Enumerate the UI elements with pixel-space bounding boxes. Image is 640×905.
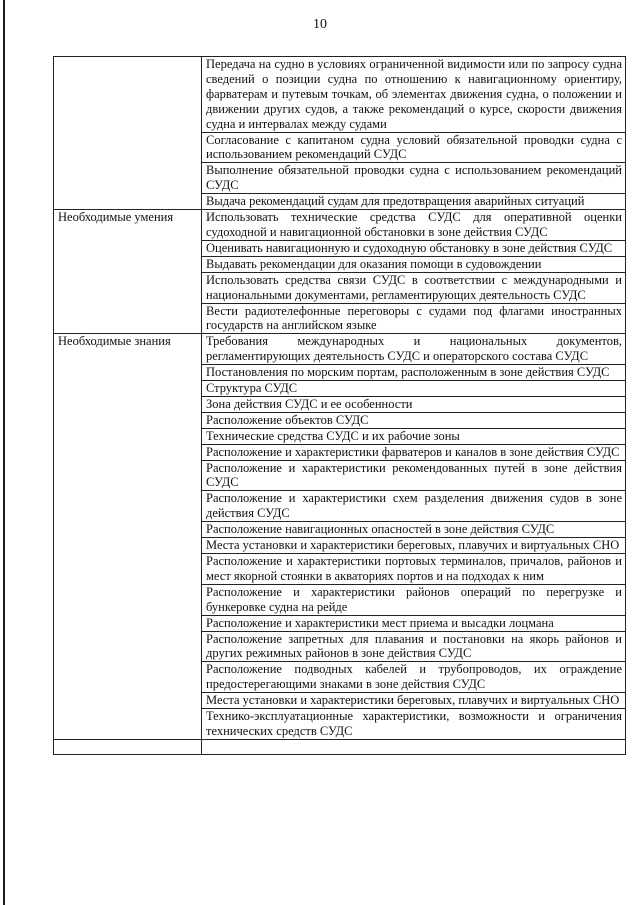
item-cell: Расположение и характеристики схем разделения движения судов в зоне действия СУДС — [202, 491, 626, 522]
item-cell: Требования международных и национальных документов, регламентирующих деятельность СУДС и операторского состава СУДС — [202, 334, 626, 365]
item-cell: Расположение и характеристики портовых терминалов, причалов, районов и мест якорной стоянки в акваториях портов и на подходах к ним — [202, 554, 626, 585]
item-cell: Структура СУДС — [202, 381, 626, 397]
item-cell: Передача на судно в условиях ограниченной видимости или по запросу судна сведений о позиции судна по отношению к навигационному ориентиру, фарватерам и путевым точкам, об элементах движения судна, о положении и движении других судов, а также рекомендаций о курсе, скорости движения судна и интервалах между судами — [202, 57, 626, 133]
table-row — [54, 57, 626, 133]
item-cell: Места установки и характеристики береговых, плавучих и виртуальных СНО — [202, 538, 626, 554]
item-cell: Расположение запретных для плавания и постановки на якорь районов и других режимных районов в зоне действия СУДС — [202, 631, 626, 662]
table-row — [54, 210, 626, 241]
item-cell: Расположение и характеристики фарватеров и каналов в зоне действия СУДС — [202, 444, 626, 460]
item-cell: Выдача рекомендаций судам для предотвращения аварийных ситуаций — [202, 194, 626, 210]
page-left-edge — [3, 0, 5, 905]
table-row — [54, 334, 626, 365]
item-cell: Расположение объектов СУДС — [202, 412, 626, 428]
item-cell: Технико-эксплуатационные характеристики, возможности и ограничения технических средств СУДС — [202, 709, 626, 740]
category-cell-required-knowledge: Необходимые знания — [54, 334, 202, 740]
page-number: 10 — [313, 17, 327, 32]
spacer-cell — [54, 739, 202, 754]
item-cell: Расположение подводных кабелей и трубопроводов, их ограждение предостерегающими знаками в зоне действия СУДС — [202, 662, 626, 693]
category-cell-required-skills: Необходимые умения — [54, 210, 202, 334]
duties-table — [53, 56, 626, 755]
item-cell: Согласование с капитаном судна условий обязательной проводки судна с использованием рекомендаций СУДС — [202, 132, 626, 163]
spacer-cell — [202, 739, 626, 754]
item-cell: Места установки и характеристики береговых, плавучих и виртуальных СНО — [202, 693, 626, 709]
item-cell: Расположение навигационных опасностей в зоне действия СУДС — [202, 522, 626, 538]
item-cell: Расположение и характеристики рекомендованных путей в зоне действия СУДС — [202, 460, 626, 491]
item-cell: Оценивать навигационную и судоходную обстановку в зоне действия СУДС — [202, 240, 626, 256]
item-cell: Технические средства СУДС и их рабочие зоны — [202, 428, 626, 444]
category-cell-labor-actions — [54, 57, 202, 210]
item-cell: Постановления по морским портам, расположенным в зоне действия СУДС — [202, 365, 626, 381]
item-cell: Вести радиотелефонные переговоры с судами под флагами иностранных государств на английском языке — [202, 303, 626, 334]
item-cell: Зона действия СУДС и ее особенности — [202, 396, 626, 412]
item-cell: Выдавать рекомендации для оказания помощи в судовождении — [202, 256, 626, 272]
item-cell: Расположение и характеристики районов операций по перегрузке и бункеровке судна на рейде — [202, 584, 626, 615]
item-cell: Использовать технические средства СУДС для оперативной оценки судоходной и навигационной обстановки в зоне действия СУДС — [202, 210, 626, 241]
item-cell: Выполнение обязательной проводки судна с использованием рекомендаций СУДС — [202, 163, 626, 194]
table-spacer-row — [54, 739, 626, 754]
item-cell: Использовать средства связи СУДС в соответствии с международными и национальными документами, регламентирующих деятельность СУДС — [202, 272, 626, 303]
duties-table-body — [54, 57, 626, 755]
item-cell: Расположение и характеристики мест приема и высадки лоцмана — [202, 615, 626, 631]
